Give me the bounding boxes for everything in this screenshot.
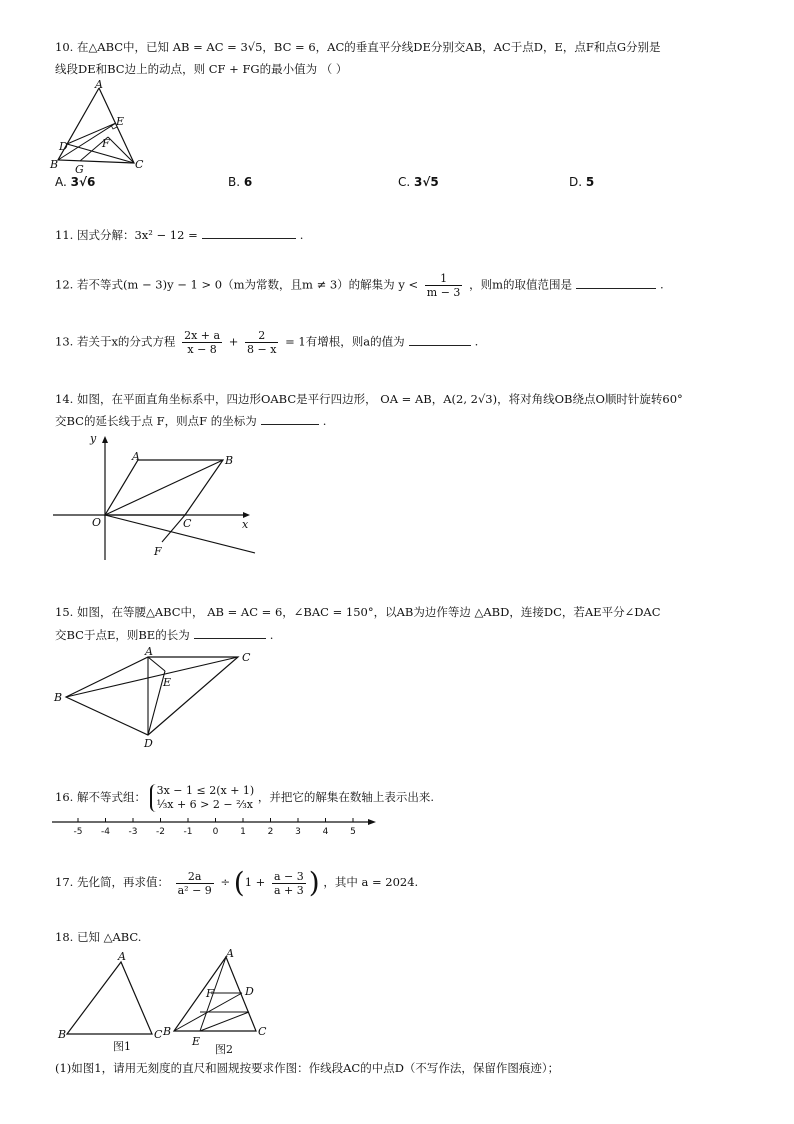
q10-label-c: C bbox=[135, 158, 144, 171]
q18-figure2 bbox=[160, 945, 275, 1055]
q13: 13. 若关于x的分式方程 $\frac{2x + a}{x - 8}$ + $\frac{2}{8 - x}$ = 1有增根，则a的值为 . bbox=[55, 329, 479, 356]
q10-option-d[interactable]: D. 5 bbox=[569, 175, 595, 189]
number-line-tick-label: 3 bbox=[295, 827, 301, 837]
q15-label-a: A bbox=[145, 645, 153, 658]
q14-label-c: C bbox=[183, 517, 192, 530]
q10-option-b[interactable]: B. 6 bbox=[228, 175, 253, 189]
q10-label-e: E bbox=[116, 115, 125, 128]
q14-line1: 14. 如图，在平面直角坐标系中，四边形OABC是平行四边形， OA = AB，A(2, 2√3)，将对角线OB绕点O顺时针旋转60° bbox=[55, 392, 683, 406]
q18-fig2-label-a: A bbox=[226, 947, 234, 960]
number-line-tick-label: -1 bbox=[183, 827, 193, 837]
number-line-tick-label: 0 bbox=[212, 827, 219, 837]
q15-label-c: C bbox=[242, 651, 251, 664]
q10-label-d: D bbox=[59, 140, 68, 153]
q15-line1: 15. 如图，在等腰△ABC中， AB = AC = 6，∠BAC = 150°，以AB为边作等边 △ABD，连接DC，若AE平分∠DAC bbox=[55, 605, 661, 619]
q18-fig2-label-d: D bbox=[245, 985, 254, 998]
q18-fig2-caption: 图2 bbox=[215, 1043, 233, 1056]
q15-line2: 交BC于点E，则BE的长为 . bbox=[55, 628, 274, 642]
q10-line2: 线段DE和BC边上的动点，则 CF + FG的最小值为 （ ） bbox=[55, 62, 348, 76]
q18-title: 18. 已知 △ABC. bbox=[55, 930, 142, 944]
number-line-tick-label: -5 bbox=[73, 827, 83, 837]
q16-inequality-system: 3x − 1 ≤ 2(x + 1) ⅓x + 6 > 2 − ⅔x bbox=[150, 784, 255, 812]
q14-label-x: x bbox=[242, 518, 249, 531]
q10-label-b: B bbox=[50, 158, 59, 171]
q18-fig1-label-b: B bbox=[58, 1028, 67, 1041]
q14-label-b: B bbox=[225, 454, 234, 467]
q14-label-a: A bbox=[132, 450, 140, 463]
q15-label-b: B bbox=[54, 691, 63, 704]
q13-answer-blank[interactable] bbox=[409, 334, 471, 346]
number-line-tick-label: 1 bbox=[240, 827, 246, 837]
q18-fig1-label-c: C bbox=[154, 1028, 163, 1041]
q18-fig2-label-e: E bbox=[192, 1035, 201, 1048]
q11-answer-blank[interactable] bbox=[202, 227, 296, 239]
q15-answer-blank[interactable] bbox=[194, 627, 266, 639]
q14-coordinate-figure bbox=[50, 428, 260, 563]
q10-label-g: G bbox=[75, 163, 84, 176]
q10-figure bbox=[50, 80, 150, 175]
q17: 17. 先化简，再求值： $\frac{2a}{\text{a² − 9}}$ ÷ (1 + $\frac{a - 3}{a + 3}$ ) ，其中 a = 2024. bbox=[55, 866, 419, 899]
q18-fig1-caption: 图1 bbox=[113, 1040, 131, 1053]
q10-label-f: F bbox=[102, 137, 110, 150]
q10-option-c[interactable]: C. 3√5 bbox=[398, 175, 439, 189]
q15-label-d: D bbox=[144, 737, 153, 750]
q12: 12. 若不等式(m − 3)y − 1 > 0（m为常数，且m ≠ 3）的解集为 y < $\frac{1}{m - 3}$ ，则m的取值范围是 . bbox=[55, 272, 664, 299]
q14-label-o: O bbox=[92, 516, 102, 529]
q18-fig2-label-b: B bbox=[163, 1025, 172, 1038]
number-line-tick-label: 2 bbox=[267, 827, 274, 837]
q15-figure bbox=[50, 645, 260, 750]
q10-option-a[interactable]: A. 3√6 bbox=[55, 175, 96, 189]
q18-fig1-label-a: A bbox=[118, 950, 126, 963]
number-line-tick-label: -3 bbox=[128, 827, 138, 837]
q15-label-e: E bbox=[163, 676, 172, 689]
q14-label-f: F bbox=[154, 545, 162, 558]
number-line-tick-label: 4 bbox=[322, 827, 329, 837]
q18-part1: (1)如图1，请用无刻度的直尺和圆规按要求作图：作线段AC的中点D（不写作法，保留作图痕迹）； bbox=[55, 1061, 560, 1075]
q14-label-y: y bbox=[90, 432, 97, 445]
q16-number-line bbox=[50, 812, 380, 838]
number-line-tick-label: 5 bbox=[350, 827, 356, 837]
q10-label-a: A bbox=[95, 78, 103, 91]
number-line-tick-label: -2 bbox=[156, 827, 165, 837]
q10-line1: 10. 在△ABC中，已知 AB = AC = 3√5，BC = 6，AC的垂直平分线DE分别交AB，AC于点D，E，点F和点G分别是 bbox=[55, 40, 661, 54]
q18-fig2-label-f: F bbox=[206, 987, 214, 1000]
q14-answer-blank[interactable] bbox=[261, 413, 319, 425]
q12-answer-blank[interactable] bbox=[576, 277, 656, 289]
q18-figure1 bbox=[55, 950, 170, 1055]
q16: 16. 解不等式组： 3x − 1 ≤ 2(x + 1) ⅓x + 6 > 2 − ⅔x ，并把它的解集在数轴上表示出来. bbox=[55, 784, 435, 811]
q14-line2: 交BC的延长线于点 F，则点F 的坐标为 . bbox=[55, 414, 327, 428]
q18-fig2-label-c: C bbox=[258, 1025, 267, 1038]
number-line-tick-label: -4 bbox=[101, 827, 110, 837]
q11: 11. 因式分解：3x² − 12 = . bbox=[55, 228, 304, 242]
